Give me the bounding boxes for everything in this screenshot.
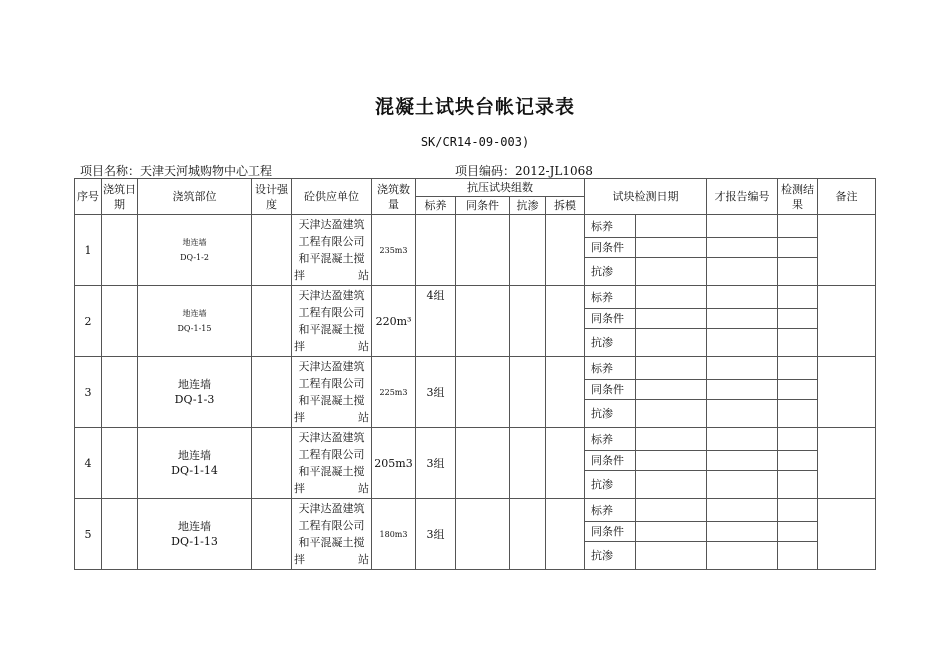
cell-test-date — [636, 215, 707, 238]
cell-test-date — [636, 451, 707, 471]
cell-test-date — [636, 357, 707, 380]
cell-test-date — [636, 471, 707, 499]
cell-seq: 5 — [75, 499, 102, 570]
cell-seepage-groups — [510, 499, 546, 570]
table-row — [75, 357, 876, 380]
cell-test-type: 同条件 — [585, 309, 636, 329]
cell-standard-groups — [416, 215, 456, 286]
cell-test-type: 标养 — [585, 286, 636, 309]
cell-seq: 4 — [75, 428, 102, 499]
cell-supplier: 天津达盈建筑工程有限公司和平混凝土搅拌站 — [292, 286, 372, 357]
cell-part — [138, 499, 252, 570]
cell-part-code: DQ-1-3 — [174, 393, 215, 406]
cell-same-condition-groups — [456, 499, 510, 570]
cell-test-date — [636, 400, 707, 428]
cell-test-type: 抗渗 — [585, 471, 636, 499]
cell-date — [102, 428, 138, 499]
cell-result — [778, 522, 818, 542]
cell-result — [778, 286, 818, 309]
cell-test-date — [636, 258, 707, 286]
cell-strength — [252, 428, 292, 499]
cell-test-type: 抗渗 — [585, 400, 636, 428]
header-seq: 序号 — [75, 179, 102, 215]
cell-supplier: 天津达盈建筑工程有限公司和平混凝土搅拌站 — [292, 428, 372, 499]
cell-same-condition-groups — [456, 215, 510, 286]
header-result: 检测结果 — [778, 179, 818, 215]
cell-seepage-groups — [510, 428, 546, 499]
cell-strength — [252, 286, 292, 357]
cell-result — [778, 451, 818, 471]
cell-result — [778, 238, 818, 258]
cell-result — [778, 400, 818, 428]
header-volume: 浇筑数量 — [372, 179, 416, 215]
table-row — [75, 215, 876, 238]
cell-report-no — [707, 451, 778, 471]
subheader-standard: 标养 — [416, 197, 456, 215]
cell-standard-groups: 3组 — [416, 428, 456, 499]
cell-result — [778, 309, 818, 329]
cell-remark — [818, 286, 876, 357]
specimen-ledger-table — [74, 178, 876, 570]
cell-report-no — [707, 238, 778, 258]
cell-test-date — [636, 499, 707, 522]
cell-same-condition-groups — [456, 286, 510, 357]
cell-date — [102, 215, 138, 286]
cell-volume: 180m3 — [372, 499, 416, 570]
cell-result — [778, 499, 818, 522]
cell-date — [102, 499, 138, 570]
cell-volume: 225m3 — [372, 357, 416, 428]
cell-remark — [818, 428, 876, 499]
cell-same-condition-groups — [456, 428, 510, 499]
cell-test-date — [636, 380, 707, 400]
cell-test-type: 标养 — [585, 215, 636, 238]
cell-result — [778, 542, 818, 570]
cell-report-no — [707, 329, 778, 357]
header-date: 浇筑日期 — [102, 179, 138, 215]
cell-part — [138, 286, 252, 357]
cell-test-type: 抗渗 — [585, 329, 636, 357]
cell-supplier: 天津达盈建筑工程有限公司和平混凝土搅拌站 — [292, 215, 372, 286]
document-code: SK/CR14-09-003) — [420, 135, 530, 149]
cell-part-name: 地连墙 — [182, 238, 207, 247]
header-test-groups: 抗压试块组数 — [416, 179, 585, 197]
cell-test-type: 标养 — [585, 357, 636, 380]
cell-standard-groups: 3组 — [416, 499, 456, 570]
cell-part — [138, 357, 252, 428]
header-report-no: 才报告编号 — [707, 179, 778, 215]
cell-result — [778, 471, 818, 499]
cell-result — [778, 258, 818, 286]
cell-test-type: 抗渗 — [585, 542, 636, 570]
cell-volume: 205m3 — [372, 428, 416, 499]
cell-test-type: 同条件 — [585, 451, 636, 471]
table-row — [75, 428, 876, 451]
page-title: 混凝土试块台帐记录表 — [374, 96, 575, 118]
header-remark: 备注 — [818, 179, 876, 215]
cell-part-name: 地连墙 — [182, 309, 207, 318]
cell-part-name: 地连墙 — [178, 378, 211, 391]
cell-report-no — [707, 215, 778, 238]
cell-demold-groups — [546, 286, 585, 357]
cell-result — [778, 329, 818, 357]
cell-test-date — [636, 428, 707, 451]
cell-remark — [818, 499, 876, 570]
header-row — [75, 179, 876, 197]
table-row — [75, 499, 876, 522]
cell-part — [138, 428, 252, 499]
cell-test-date — [636, 286, 707, 309]
cell-part-code: DQ-1-15 — [177, 324, 212, 333]
cell-seq: 2 — [75, 286, 102, 357]
cell-part-code: DQ-1-13 — [171, 535, 218, 548]
project-name: 项目名称：天津天河城购物中心工程 — [80, 164, 273, 178]
cell-volume: 220m³ — [372, 286, 416, 357]
cell-demold-groups — [546, 215, 585, 286]
cell-date — [102, 286, 138, 357]
cell-test-type: 同条件 — [585, 380, 636, 400]
cell-report-no — [707, 380, 778, 400]
cell-part-name: 地连墙 — [178, 449, 211, 462]
cell-seq: 1 — [75, 215, 102, 286]
cell-test-type: 抗渗 — [585, 258, 636, 286]
cell-remark — [818, 215, 876, 286]
cell-strength — [252, 499, 292, 570]
header-test-date: 试块检测日期 — [585, 179, 707, 215]
cell-report-no — [707, 357, 778, 380]
project-code: 项目编码：2012-JL1068 — [455, 164, 593, 178]
cell-test-type: 同条件 — [585, 522, 636, 542]
subheader-seepage: 抗渗 — [510, 197, 546, 215]
cell-result — [778, 380, 818, 400]
cell-demold-groups — [546, 357, 585, 428]
cell-test-type: 标养 — [585, 428, 636, 451]
cell-report-no — [707, 499, 778, 522]
cell-test-date — [636, 542, 707, 570]
cell-test-date — [636, 238, 707, 258]
cell-seq: 3 — [75, 357, 102, 428]
cell-report-no — [707, 400, 778, 428]
cell-report-no — [707, 258, 778, 286]
cell-report-no — [707, 471, 778, 499]
cell-seepage-groups — [510, 215, 546, 286]
cell-volume: 235m3 — [372, 215, 416, 286]
cell-report-no — [707, 428, 778, 451]
subheader-demold: 拆模 — [546, 197, 585, 215]
cell-result — [778, 357, 818, 380]
cell-date — [102, 357, 138, 428]
cell-report-no — [707, 522, 778, 542]
cell-test-date — [636, 309, 707, 329]
cell-report-no — [707, 542, 778, 570]
cell-remark — [818, 357, 876, 428]
cell-test-date — [636, 329, 707, 357]
cell-strength — [252, 215, 292, 286]
cell-supplier: 天津达盈建筑工程有限公司和平混凝土搅拌站 — [292, 357, 372, 428]
cell-part — [138, 215, 252, 286]
cell-standard-groups: 4组 — [416, 286, 456, 357]
cell-test-date — [636, 522, 707, 542]
cell-part-code: DQ-1-14 — [171, 464, 218, 477]
cell-report-no — [707, 309, 778, 329]
cell-test-type: 同条件 — [585, 238, 636, 258]
cell-seepage-groups — [510, 286, 546, 357]
cell-supplier: 天津达盈建筑工程有限公司和平混凝土搅拌站 — [292, 499, 372, 570]
table-row — [75, 286, 876, 309]
cell-demold-groups — [546, 499, 585, 570]
header-strength: 设计强度 — [252, 179, 292, 215]
cell-seepage-groups — [510, 357, 546, 428]
cell-part-name: 地连墙 — [178, 520, 211, 533]
cell-demold-groups — [546, 428, 585, 499]
header-part: 浇筑部位 — [138, 179, 252, 215]
cell-result — [778, 428, 818, 451]
cell-same-condition-groups — [456, 357, 510, 428]
subheader-same-condition: 同条件 — [456, 197, 510, 215]
cell-strength — [252, 357, 292, 428]
header-supplier: 砼供应单位 — [292, 179, 372, 215]
cell-report-no — [707, 286, 778, 309]
cell-standard-groups: 3组 — [416, 357, 456, 428]
cell-part-code: DQ-1-2 — [180, 253, 209, 262]
cell-result — [778, 215, 818, 238]
cell-test-type: 标养 — [585, 499, 636, 522]
